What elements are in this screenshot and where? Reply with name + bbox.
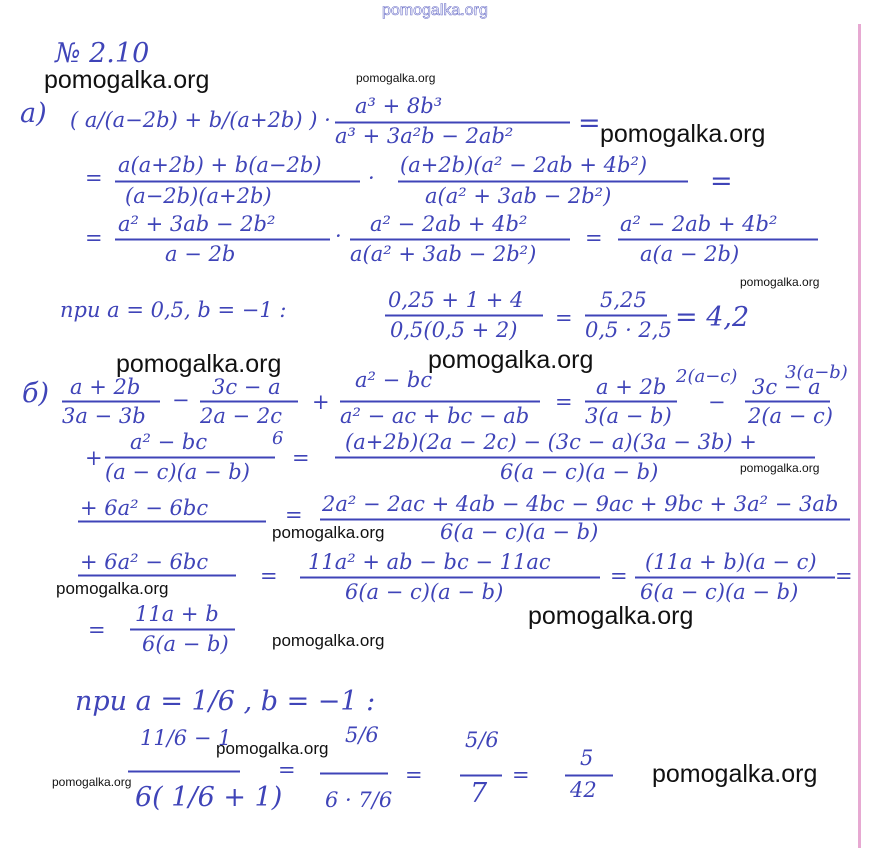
a-line4-den1: 0,5(0,5 + 2) — [390, 318, 518, 342]
b-line1-num2: 3c − a — [212, 375, 281, 399]
b-line5-den: 6(a − b) — [142, 632, 229, 656]
watermark: pomogalka.org — [216, 739, 329, 758]
a-line2-bar1 — [115, 180, 360, 183]
b-line2-den: (a − c)(a − b) — [105, 460, 250, 484]
a-line4-result: = 4,2 — [675, 302, 750, 333]
b-line4-left: + 6a² − 6bc — [80, 550, 209, 574]
watermark: pomogalka.org — [428, 346, 594, 374]
b-line4-num1: 11a² + ab − bc − 11ac — [308, 550, 551, 574]
b-line3-left: + 6a² − 6bc — [80, 496, 209, 520]
b-line4-num2: (11a + b)(a − c) — [645, 550, 817, 574]
a-line2-dot: · — [368, 166, 375, 190]
b-line2-plus: + — [85, 446, 103, 470]
a-line3-den3: a(a − 2b) — [640, 242, 740, 266]
b-line7-eq3: = — [512, 763, 530, 787]
part-a-label: а) — [20, 98, 47, 129]
b-line2-eq: = — [292, 446, 310, 470]
b-line1-bar3 — [340, 400, 540, 403]
watermark: pomogalka.org — [740, 461, 820, 475]
b-line1-num1: a + 2b — [70, 375, 141, 399]
b-line7-eq2: = — [405, 763, 423, 787]
a-line4-num2: 5,25 — [600, 288, 647, 312]
watermark: pomogalka.org — [56, 579, 169, 598]
b-line1-bar2 — [200, 400, 298, 403]
a-line4-eq1: = — [555, 306, 573, 330]
b-line1-bar1 — [62, 400, 160, 403]
watermark: pomogalka.org — [528, 602, 694, 630]
a-line2-bar2 — [398, 180, 688, 183]
watermark: pomogalka.org — [272, 523, 385, 542]
a-line2-num1: a(a+2b) + b(a−2b) — [118, 153, 322, 177]
a-line3-eq: = — [585, 226, 603, 250]
b-line4-bar2 — [635, 576, 835, 579]
a-line2-den2: a(a² + 3ab − 2b²) — [425, 184, 612, 208]
watermark: pomogalka.org — [52, 775, 132, 789]
b-line7-n3: 5/6 — [465, 728, 499, 752]
b-line7-d3: 7 — [470, 778, 488, 809]
a-line2-eq: = — [710, 166, 733, 197]
watermark: pomogalka.org — [652, 760, 818, 788]
b-line4-left-bar — [78, 574, 236, 577]
b-line1-num4: a + 2b — [596, 375, 667, 399]
watermark: pomogalka.org — [600, 120, 766, 148]
watermark: pomogalka.org — [356, 71, 436, 85]
a-line4-bar1 — [385, 314, 543, 317]
a-line3-num2: a² − 2ab + 4b² — [370, 212, 528, 236]
b-line1-num3: a² − bc — [355, 368, 433, 392]
b-line1-num5: 3c − a — [752, 375, 821, 399]
a-line3-den1: a − 2b — [165, 242, 236, 266]
a-line4-cond: при a = 0,5, b = −1 : — [60, 298, 287, 322]
b-line4-eq2: = — [610, 564, 628, 588]
b-line1-sup5: 3(a−b) — [785, 362, 848, 383]
problem-number: № 2.10 — [55, 38, 150, 69]
b-line7-bar1 — [128, 770, 240, 773]
a-line3-num3: a² − 2ab + 4b² — [620, 212, 778, 236]
b-line1-den5: 2(a − c) — [748, 404, 833, 428]
watermark: pomogalka.org — [740, 275, 820, 289]
b-line7-d2: 6 · 7/6 — [325, 788, 393, 812]
a-line3-num1: a² + 3ab − 2b² — [118, 212, 276, 236]
b-line7-bar4 — [565, 774, 613, 777]
b-line1-sup4: 2(a−c) — [676, 366, 738, 387]
b-line7-n2: 5/6 — [345, 723, 379, 747]
b-line1-bar4 — [585, 400, 677, 403]
b-line3-den: 6(a − c)(a − b) — [440, 520, 599, 544]
a-line4-den2: 0,5 · 2,5 — [585, 318, 672, 342]
b-line3-eq: = — [285, 503, 303, 527]
b-line4-den1: 6(a − c)(a − b) — [345, 580, 504, 604]
b-line4-eq: = — [260, 564, 278, 588]
b-line2-num: a² − bc — [130, 430, 208, 454]
b-line4-end: = — [835, 564, 853, 588]
watermark-top: pomogalka.org — [382, 2, 488, 19]
b-line1-plus: + — [312, 390, 330, 414]
b-line3-left-bar — [78, 520, 266, 523]
b-line1-eq: = — [555, 390, 573, 414]
b-line5-bar — [130, 628, 235, 631]
b-line1-minus: − — [172, 388, 190, 412]
b-line7-d4: 42 — [570, 778, 597, 802]
a-line4-bar2 — [585, 314, 667, 317]
a-line3-bar3 — [618, 238, 818, 241]
b-line5-num: 11a + b — [135, 602, 219, 626]
b-line1-minus2: − — [708, 390, 726, 414]
b-line7-bar2 — [320, 772, 388, 775]
b-line2-rnum: (a+2b)(2a − 2c) − (3c − a)(3a − 3b) + — [345, 430, 757, 454]
watermark: pomogalka.org — [116, 350, 282, 378]
notebook-page: pomogalka.org № 2.10 а) ( a/(a−2b) + b/(a+2b) ) · a³ + 8b³ a³ + 3a²b − 2ab² = = a(a+2b) + b(a−2b) (a−2b)(a+2b) · (a+2b)(a² − 2ab + 4b²) a(a² + 3ab − 2b²) = = a² + 3ab − 2b² a − 2b · a² − 2ab + 4b² a(a² + 3ab − 2b²) = a² − 2ab + 4b² a(a − 2b) при a = 0,5, b = −1 : 0,25 + 1 + 4 0,5(0,5 + 2) = 5,25 0,5 · 2,5 = 4,2 б) a + 2b 3a − 3b − 3c − a 2a − 2c + a² − bc a² − ac + bc − ab = a + 2b 2(a−c) 3(a − b) − 3c − a 3(a−b) 2(a − c) + a² − bc 6 (a − c)(a − b) = (a+2b)(2a − 2c) − (3c − a)(3a − 3b) + 6(a − c)(a − b) + 6a² − 6bc = 2a² − 2ac + 4ab − 4bc − 9ac + 9bc + 3a² − 3ab 6(a − c)(a − b) + 6a² − 6bc = 11a² + ab − bc − 11ac 6(a − c)(a − b) = (11a + b)(a − c) 6(a − c)(a − b) = = 11a + b 6(a − b) при a = 1/6 , b = −1 : 11/6 − 1 6( 1/6 + 1) = 5/6 6 · 7/6 = 5/6 7 = 5 42 pomogalka.org pomogalka.org pomogalka.org pomogalka.org pomogalka.org pomogalka.org pomogalka.org pomogalka.org pomogalka.org pomogalka.org pomogalka.org pomogalka.org pomogalka.org pomogalka.org — [0, 0, 876, 848]
a-line2-den1: (a−2b)(a+2b) — [125, 184, 272, 208]
a-line1-den: a³ + 3a²b − 2ab² — [335, 124, 514, 148]
a-line1-eq: = — [578, 108, 601, 139]
b-line2-sup: 6 — [272, 428, 284, 449]
watermark: pomogalka.org — [272, 631, 385, 650]
b-line4-bar1 — [300, 576, 600, 579]
b-line1-den1: 3a − 3b — [62, 404, 146, 428]
b-line7-n4: 5 — [580, 746, 594, 770]
a-line1-num: a³ + 8b³ — [355, 94, 443, 118]
b-line6-cond: при a = 1/6 , b = −1 : — [75, 686, 376, 717]
b-line1-den3: a² − ac + bc − ab — [340, 404, 530, 428]
b-line5-eq: = — [88, 618, 106, 642]
b-line2-bar — [105, 456, 275, 459]
b-line2-rden: 6(a − c)(a − b) — [500, 460, 659, 484]
b-line4-den2: 6(a − c)(a − b) — [640, 580, 799, 604]
watermark: pomogalka.org — [44, 66, 210, 94]
b-line3-num: 2a² − 2ac + 4ab − 4bc − 9ac + 9bc + 3a² − 3ab — [322, 492, 839, 516]
a-line3-bar2 — [350, 238, 570, 241]
b-line7-num1: 11/6 − 1 — [140, 726, 232, 750]
a-line3-den2: a(a² + 3ab − 2b²) — [350, 242, 537, 266]
b-line1-den4: 3(a − b) — [585, 404, 672, 428]
margin-line — [858, 24, 861, 848]
part-b-label: б) — [22, 378, 50, 409]
b-line1-den2: 2a − 2c — [200, 404, 282, 428]
a-line3-bar1 — [115, 238, 330, 241]
b-line7-den1: 6( 1/6 + 1) — [135, 782, 283, 813]
b-line1-bar5 — [745, 400, 830, 403]
a-line3-dot: · — [335, 224, 342, 248]
a-line4-num1: 0,25 + 1 + 4 — [388, 288, 524, 312]
a-line1-left: ( a/(a−2b) + b/(a+2b) ) · — [70, 108, 331, 132]
b-line7-bar3 — [460, 774, 502, 777]
a-line2-num2: (a+2b)(a² − 2ab + 4b²) — [400, 153, 648, 177]
b-line2-rbar — [335, 456, 815, 459]
b-line7-eq1: = — [278, 758, 296, 782]
